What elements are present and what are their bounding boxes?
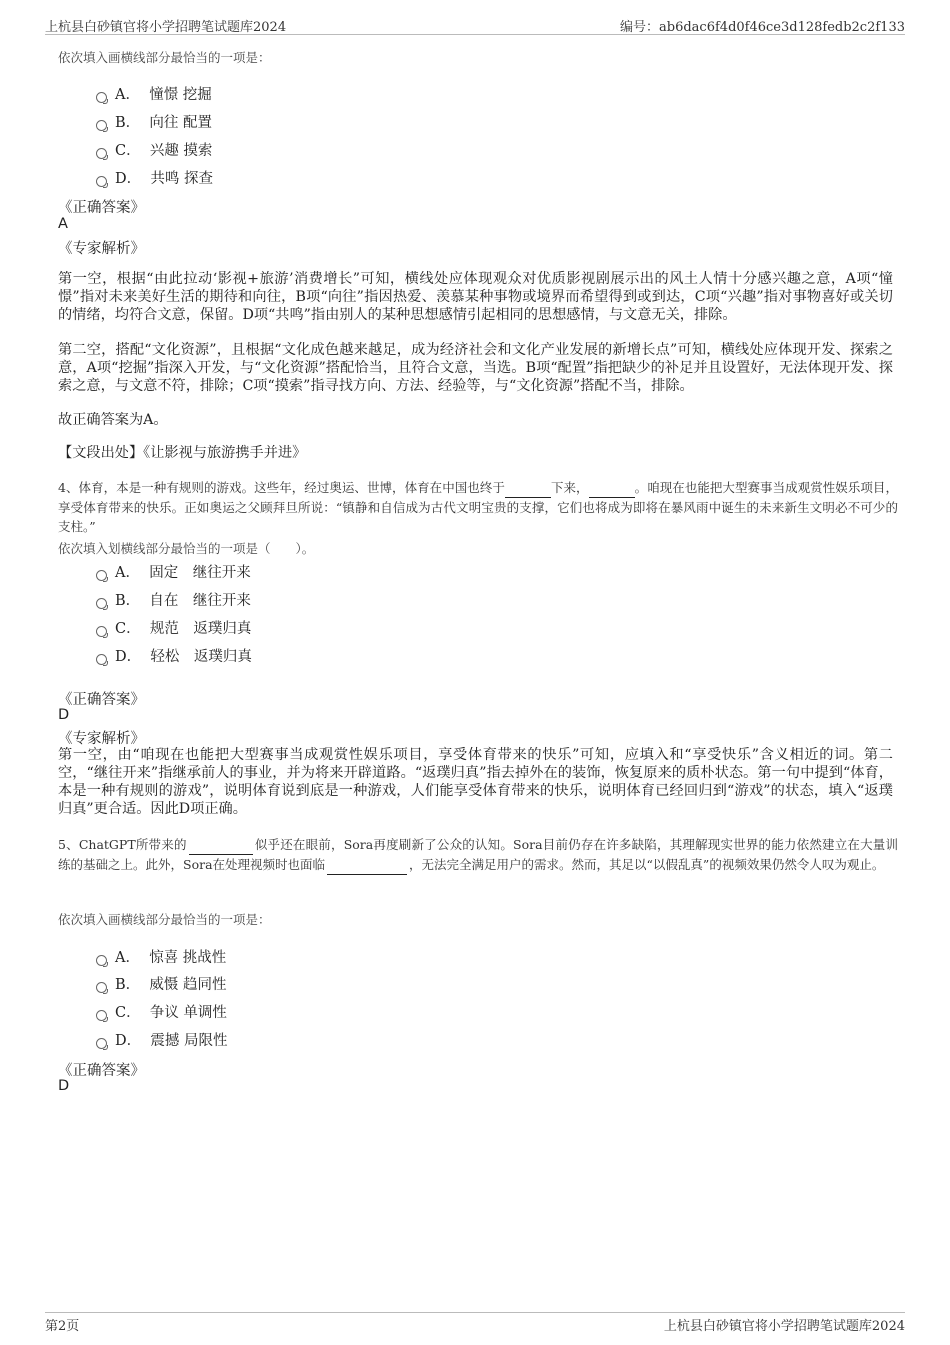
q5-blank-1[interactable] [189, 835, 253, 855]
q5-option-a[interactable]: A． 惊喜 挑战性 [96, 946, 226, 967]
q5-option-c[interactable]: C． 争议 单调性 [96, 1001, 227, 1022]
header-title: 上杭县白砂镇官将小学招聘笔试题库2024 [45, 20, 287, 35]
q4-analysis-label: 《专家解析》 [58, 731, 145, 747]
radio-icon[interactable] [96, 570, 107, 581]
page-header [45, 14, 905, 35]
q3-option-b[interactable]: B． 向往 配置 [96, 111, 212, 132]
radio-icon[interactable] [96, 654, 107, 665]
radio-icon[interactable] [96, 176, 107, 187]
q4-blank-2[interactable] [589, 478, 635, 498]
q5-blank-2[interactable] [327, 855, 407, 875]
q4-text: 4、体育，本是一种有规则的游戏。这些年，经过奥运、世博，体育在中国也终于 下来， 。咱现在也能把大型赛事当成观赏性娱乐项目，享受体育带来的快乐。正如奥运之父顾拜旦所说：“镇静和自信成为古代文明宝贵的支撑，它们也将成为即将在暴风雨中诞生的未来新生文明必不可少的支柱。” [58, 480, 898, 534]
radio-icon[interactable] [96, 598, 107, 609]
q3-option-d[interactable]: D． 共鸣 探查 [96, 167, 213, 188]
radio-icon[interactable] [96, 92, 107, 103]
q3-answer: A [58, 216, 68, 232]
q3-source: 【文段出处】《让影视与旅游携手并进》 [58, 445, 307, 461]
q3-analysis-paragraph-1: 第一空，根据“由此拉动‘影视+旅游’消费增长”可知，横线处应体现观众对优质影视剧展示出的风土人情十分感兴趣之意，A项“憧憬”指对未来美好生活的期待和向往，B项“向往”指因热爱、羡慕某种事物或境界而希望得到或到达，C项“兴趣”指对事物喜好或关切的情绪，均符合文意，保留。D项“共鸣”指由别人的某种思想感情引起相同的思想感情，与文意无关，排除。 [58, 271, 893, 323]
q3-analysis-label: 《专家解析》 [58, 241, 145, 257]
radio-icon[interactable] [96, 1010, 107, 1021]
radio-icon[interactable] [96, 626, 107, 637]
q5-instruction: 依次填入画横线部分最恰当的一项是： [58, 912, 271, 927]
radio-icon[interactable] [96, 955, 107, 966]
page-footer [45, 1312, 905, 1335]
radio-icon[interactable] [96, 982, 107, 993]
footer-page-number: 第2页 [45, 1319, 80, 1334]
q4-option-c[interactable]: C． 规范 返璞归真 [96, 617, 251, 638]
q3-analysis-conclusion: 故正确答案为A。 [58, 412, 168, 428]
footer-title: 上杭县白砂镇官将小学招聘笔试题库2024 [663, 1319, 905, 1334]
q5-answer: D [58, 1078, 70, 1094]
q5-option-d[interactable]: D． 震撼 局限性 [96, 1029, 227, 1050]
q3-option-a[interactable]: A． 憧憬 挖掘 [96, 83, 212, 104]
radio-icon[interactable] [96, 1038, 107, 1049]
header-doc-id: 编号：ab6dac6f4d0f46ce3d128fedb2c2f133 [620, 20, 905, 35]
radio-icon[interactable] [96, 120, 107, 131]
q4-answer: D [58, 707, 70, 723]
q4-option-b[interactable]: B． 自在 继往开来 [96, 589, 251, 610]
q3-option-c[interactable]: C． 兴趣 摸索 [96, 139, 212, 160]
q5-text: 5、ChatGPT所带来的 似乎还在眼前，Sora再度刷新了公众的认知。Sora目前仍存在许多缺陷，其理解现实世界的能力依然建立在大量训练的基础之上。此外，Sora在处理视频时也面临 ，无法完全满足用户的需求。然而，其足以“以假乱真”的视频效果仍然令人叹为观止。 [58, 835, 898, 875]
q4-answer-label: 《正确答案》 [58, 692, 145, 708]
q5-answer-label: 《正确答案》 [58, 1063, 145, 1079]
q4-blank-1[interactable] [505, 478, 551, 498]
q4-option-d[interactable]: D． 轻松 返璞归真 [96, 645, 252, 666]
radio-icon[interactable] [96, 148, 107, 159]
q3-instruction: 依次填入画横线部分最恰当的一项是： [58, 50, 271, 65]
q4-option-a[interactable]: A． 固定 继往开来 [96, 561, 251, 582]
q5-option-b[interactable]: B． 威慑 趋同性 [96, 973, 226, 994]
q4-instruction: 依次填入划横线部分最恰当的一项是（ ）。 [58, 541, 315, 556]
q4-analysis: 第一空，由“咱现在也能把大型赛事当成观赏性娱乐项目，享受体育带来的快乐”可知，应填入和“享受快乐”含义相近的词。第二空，“继往开来”指继承前人的事业，并为将来开辟道路。“返璞归真”指去掉外在的装饰，恢复原来的质朴状态。第一句中提到“体育，本是一种有规则的游戏”，说明体育说到底是一种游戏，人们能享受体育带来的快乐，说明体育已经回归到“游戏”的状态，填入“返璞归真”更合适。因此D项正确。 [58, 747, 893, 817]
q3-answer-label: 《正确答案》 [58, 200, 145, 216]
q3-analysis-paragraph-2: 第二空，搭配“文化资源”，且根据“文化成色越来越足，成为经济社会和文化产业发展的新增长点”可知，横线处应体现开发、探索之意，A项“挖掘”指深入开发，与“文化资源”搭配恰当，且符合文意，当选。B项“配置”指把缺少的补足并且设置好，无法体现开发、探索之意，与文意不符，排除；C项“摸索”指寻找方向、方法、经验等，与“文化资源”搭配不当，排除。 [58, 342, 893, 394]
